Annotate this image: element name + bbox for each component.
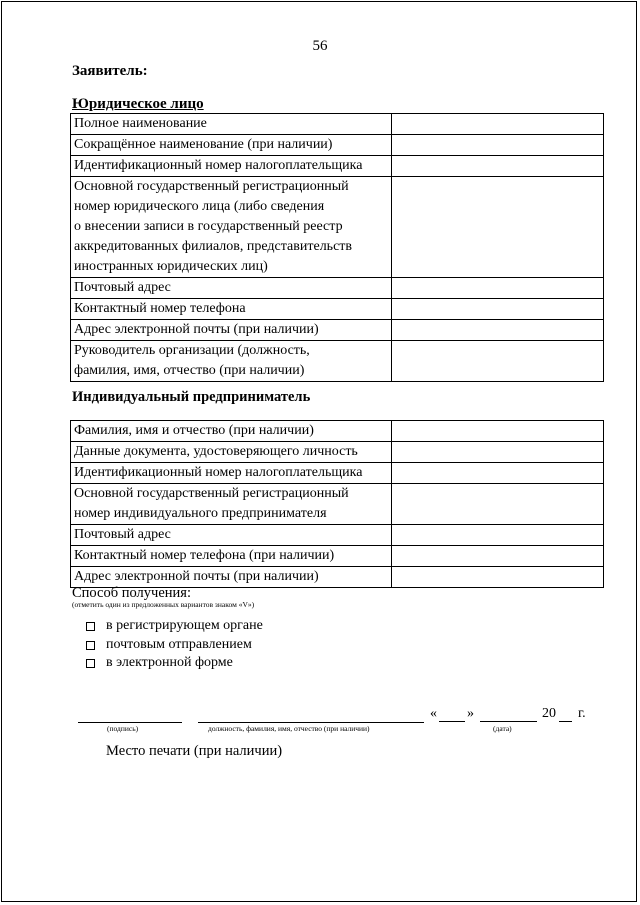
individual-entrepreneur-row [71, 463, 604, 484]
field-label [71, 484, 392, 525]
legal-entity-heading: Юридическое лицо [72, 96, 204, 112]
field-value-cell[interactable] [392, 320, 604, 341]
receipt-option-postal[interactable] [86, 637, 252, 653]
field-label-line: Контактный номер телефона (при наличии) [74, 548, 335, 563]
field-label-line: Основной государственный регистрационный [74, 486, 349, 501]
field-label-line: Полное наименование [74, 116, 207, 131]
legal-entity-row [71, 177, 604, 278]
applicant-heading: Заявитель: [72, 63, 148, 79]
field-label [71, 463, 392, 484]
date-day-line[interactable] [439, 721, 465, 722]
field-value-cell[interactable] [392, 525, 604, 546]
field-label-line: номер юридического лица (либо сведения [74, 199, 325, 214]
position-name-line[interactable] [198, 722, 424, 723]
field-label-line: Фамилия, имя и отчество (при наличии) [74, 423, 314, 438]
field-label-line: Адрес электронной почты (при наличии) [74, 322, 319, 337]
field-label [71, 299, 392, 320]
field-label-line: Идентификационный номер налогоплательщика [74, 465, 363, 480]
field-label [71, 341, 392, 382]
option-label: почтовым отправлением [106, 637, 252, 652]
position-name-caption: должность, фамилия, имя, отчество (при наличии) [208, 724, 370, 733]
field-value-cell[interactable] [392, 177, 604, 278]
legal-entity-row [71, 278, 604, 299]
legal-entity-row [71, 135, 604, 156]
field-label [71, 421, 392, 442]
date-caption: (дата) [493, 724, 512, 733]
field-label-line: Адрес электронной почты (при наличии) [74, 569, 319, 584]
legal-entity-row [71, 320, 604, 341]
field-label-line: номер индивидуального предпринимателя [74, 506, 327, 521]
field-label [71, 114, 392, 135]
field-label-line: Сокращённое наименование (при наличии) [74, 137, 333, 152]
field-label [71, 442, 392, 463]
field-label [71, 546, 392, 567]
field-label-line: фамилия, имя, отчество (при наличии) [74, 363, 305, 378]
field-label-line: Данные документа, удостоверяющего личность [74, 444, 358, 459]
field-label [71, 525, 392, 546]
field-value-cell[interactable] [392, 546, 604, 567]
individual-entrepreneur-row [71, 442, 604, 463]
date-year-prefix: 20 [542, 706, 556, 721]
stamp-place-text: Место печати (при наличии) [106, 743, 283, 759]
field-label-line: Основной государственный регистрационный [74, 179, 349, 194]
field-value-cell[interactable] [392, 567, 604, 588]
field-label-line: Контактный номер телефона [74, 301, 246, 316]
date-year-line[interactable] [559, 721, 572, 722]
field-label [71, 135, 392, 156]
signature-caption: (подпись) [107, 724, 139, 733]
individual-entrepreneur-row [71, 546, 604, 567]
option-label: в электронной форме [106, 655, 233, 670]
individual-entrepreneur-heading: Индивидуальный предприниматель [72, 389, 311, 405]
date-year-suffix: г. [578, 706, 586, 721]
option-label: в регистрирующем органе [106, 618, 263, 633]
individual-entrepreneur-table [70, 420, 604, 588]
field-label-line: о внесении записи в государственный реестр [74, 219, 343, 234]
date-month-line[interactable] [480, 721, 537, 722]
legal-entity-table [70, 113, 604, 382]
field-value-cell[interactable] [392, 341, 604, 382]
legal-entity-row [71, 156, 604, 177]
field-label-line: Почтовый адрес [74, 527, 171, 542]
field-label [71, 177, 392, 278]
page-number: 56 [312, 38, 328, 54]
field-value-cell[interactable] [392, 299, 604, 320]
field-label-line: Идентификационный номер налогоплательщика [74, 158, 363, 173]
field-value-cell[interactable] [392, 484, 604, 525]
checkbox-electronic[interactable] [86, 659, 95, 668]
signature-line[interactable] [78, 722, 182, 723]
individual-entrepreneur-row [71, 484, 604, 525]
receipt-method-heading: Способ получения: [72, 585, 191, 601]
receipt-option-electronic[interactable] [86, 655, 233, 671]
field-label-line: Руководитель организации (должность, [74, 343, 310, 358]
field-value-cell[interactable] [392, 114, 604, 135]
field-label [71, 278, 392, 299]
date-close-quote: » [467, 706, 474, 721]
receipt-option-registering-body[interactable] [86, 618, 263, 634]
checkbox-postal[interactable] [86, 641, 95, 650]
legal-entity-row [71, 341, 604, 382]
checkbox-registering-body[interactable] [86, 622, 95, 631]
receipt-method-note: (отметить один из предложенных вариантов знаком «V») [72, 600, 255, 609]
field-label-line: аккредитованных филиалов, представительств [74, 239, 353, 254]
field-value-cell[interactable] [392, 278, 604, 299]
legal-entity-row [71, 114, 604, 135]
field-label-line: иностранных юридических лиц) [74, 259, 268, 274]
field-label [71, 320, 392, 341]
individual-entrepreneur-row [71, 525, 604, 546]
field-value-cell[interactable] [392, 156, 604, 177]
individual-entrepreneur-row [71, 421, 604, 442]
field-label-line: Почтовый адрес [74, 280, 171, 295]
field-label [71, 156, 392, 177]
field-value-cell[interactable] [392, 442, 604, 463]
date-open-quote: « [430, 706, 437, 721]
field-value-cell[interactable] [392, 421, 604, 442]
field-value-cell[interactable] [392, 135, 604, 156]
legal-entity-row [71, 299, 604, 320]
field-value-cell[interactable] [392, 463, 604, 484]
